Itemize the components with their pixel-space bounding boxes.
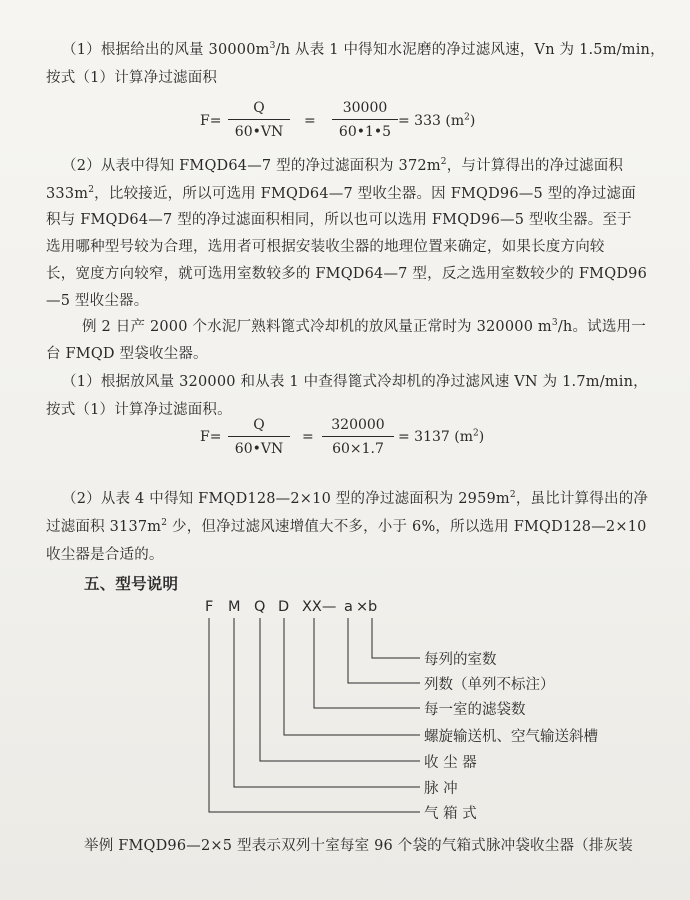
para5-line2-sup: 2 [161, 518, 168, 529]
para1-line1-sup: 3 [269, 41, 276, 52]
formula1-result-sup: 2 [464, 112, 470, 123]
model-label-air-box: 气 箱 式 [424, 806, 477, 822]
formula2-result-sup: 2 [473, 428, 479, 439]
connector-d [284, 618, 420, 735]
para1-line2: 按式（1）计算净过滤面积 [46, 70, 218, 86]
para3-line1-sup: 3 [551, 318, 558, 329]
formula2-equals: = [302, 429, 314, 445]
connector-b [372, 618, 420, 658]
model-label-row-count: 列数（单列不标注） [424, 677, 555, 693]
para5-line1-text-b: ，虽比计算得出的净 [515, 491, 649, 507]
formula1-frac2-numerator: 30000 [342, 100, 388, 116]
para2-line2-text: 333m [46, 186, 89, 202]
para5-line2-text-b: 少，但净过滤风速增值大不多，小于 6%，所以选用 FMQD128—2×10 [167, 519, 647, 535]
model-code-XX: XX— [302, 599, 337, 615]
para3-line2: 台 FMQD 型袋收尘器。 [46, 346, 208, 362]
para4-line1: （1）根据放风量 320000 和从表 1 中查得篦式冷却机的净过滤风速 VN 为 1.7m/min， [62, 374, 648, 390]
formula2-frac2-numerator: 320000 [331, 417, 385, 433]
para1-line1-text-b: /h 从表 1 中得知水泥磨的净过滤风速，Vn 为 1.5m/min， [275, 42, 665, 58]
formula1-frac1-denominator: 60•VN [234, 124, 284, 140]
connector-xx [314, 618, 420, 708]
para2-line1-text-b: ，与计算得出的净过滤面积 [446, 158, 624, 174]
model-code-b: b [368, 599, 378, 615]
para4-line2: 按式（1）计算净过滤面积。 [46, 402, 232, 418]
para5-line3: 收尘器是合适的。 [46, 547, 164, 563]
model-label-conveyor: 螺旋输送机、空气输送斜槽 [424, 729, 598, 745]
model-label-bags-per-room: 每一室的滤袋数 [424, 702, 526, 718]
model-code-M: M [228, 599, 241, 615]
para5-line1-text: （2）从表 4 中得知 FMQD128—2×10 型的净过滤面积为 2959m [62, 491, 510, 507]
model-label-collector: 收 尘 器 [424, 755, 477, 771]
formula2-frac1-denominator: 60•VN [234, 441, 284, 457]
model-code-Q: Q [254, 599, 266, 615]
formula2-lhs: F= [200, 429, 222, 445]
formula2-frac1-numerator: Q [253, 417, 265, 433]
connector-m [234, 618, 420, 787]
model-label-pulse: 脉 冲 [424, 781, 458, 797]
formula2-frac2-denominator: 60×1.7 [332, 441, 384, 457]
formula1-result-close: ) [469, 113, 476, 129]
example-line: 举例 FMQD96—2×5 型表示双列十室每室 96 个袋的气箱式脉冲袋收尘器（排灰装 [84, 838, 633, 854]
formula1-frac1-numerator: Q [253, 100, 265, 116]
para2-line2-sup: 2 [88, 185, 95, 196]
section-heading: 五、型号说明 [84, 574, 179, 593]
para2-line6: —5 型收尘器。 [46, 293, 149, 309]
para2-line3: 积与 FMQD64—7 型的净过滤面积相同，所以也可以选用 FMQD96—5 型收尘器。至于 [46, 212, 632, 228]
para2-line1-sup: 2 [440, 157, 447, 168]
formula2-result-text: = 3137 (m [398, 429, 473, 445]
model-code-times: × [356, 599, 369, 615]
para2-line4: 选用哪种型号较为合理，选用者可根据安装收尘器的地理位置来确定，如果长度方向较 [46, 239, 605, 255]
para5-line1-sup: 2 [509, 490, 516, 501]
connector-a [348, 618, 420, 683]
model-code-a: a [344, 599, 353, 615]
para2-line1-text: （2）从表中得知 FMQD64—7 型的净过滤面积为 372m [62, 158, 441, 174]
formula2-result-close: ) [478, 429, 485, 445]
formula1-result-text: = 333 (m [398, 113, 465, 129]
formula1-frac2-denominator: 60•1•5 [338, 124, 392, 140]
model-label-rooms-per-row: 每列的室数 [424, 652, 497, 668]
para5-line2-text: 过滤面积 3137m [46, 519, 162, 535]
model-code-F: F [205, 599, 214, 615]
para3-line1-text-b: /h。试选用一 [557, 319, 646, 335]
para3-line1-text: 例 2 日产 2000 个水泥厂熟料篦式冷却机的放风量正常时为 320000 m [82, 319, 552, 335]
model-code-D: D [278, 599, 290, 615]
formula1-lhs: F= [200, 113, 222, 129]
para1-line1-text: （1）根据给出的风量 30000m [62, 42, 270, 58]
formula1-equals: = [304, 113, 316, 129]
para2-line5: 长，宽度方向较窄，就可选用室数较多的 FMQD64—7 型，反之选用室数较少的 FMQD96 [46, 266, 647, 282]
para2-line2-text-b: ，比较接近，所以可选用 FMQD64—7 型收尘器。因 FMQD96—5 型的净过滤面 [94, 186, 636, 202]
